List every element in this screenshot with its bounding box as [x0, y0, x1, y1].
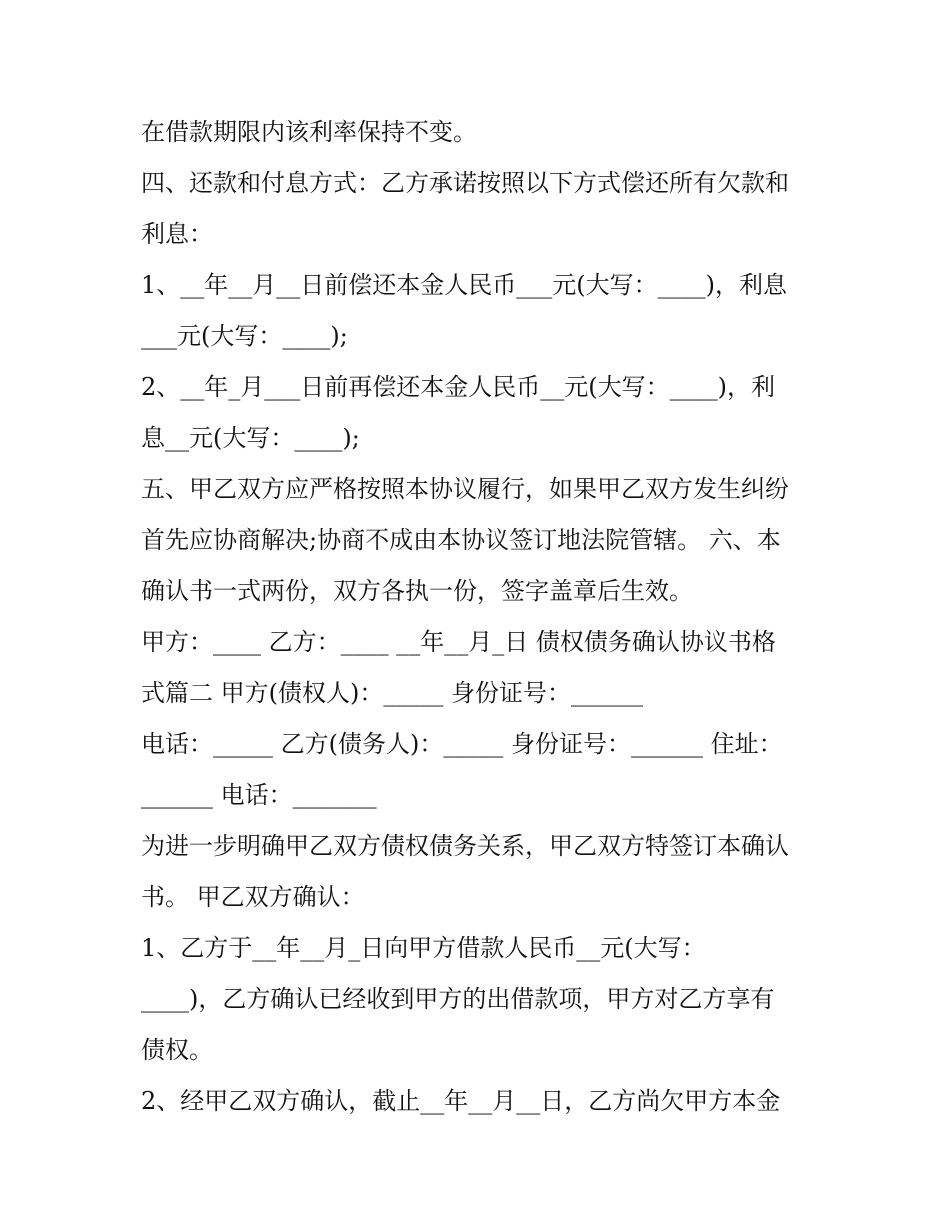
text-line: 书。 甲乙双方确认：: [141, 883, 365, 911]
text-line: 利息：: [141, 220, 213, 248]
text-line: 2、__年_月___日前再偿还本金人民币__元(大写：____)，利: [141, 373, 775, 401]
text-line: 1、乙方于__年__月_日向甲方借款人民币__元(大写：: [141, 934, 706, 962]
text-line: ______ 电话：_______: [141, 781, 377, 809]
text-line: 确认书一式两份，双方各执一份，签字盖章后生效。: [141, 577, 693, 605]
text-line: ___元(大写：____);: [141, 322, 348, 350]
text-line: 电话：_____ 乙方(债务人)：_____ 身份证号：______ 住址：: [141, 730, 783, 758]
text-line: ____)，乙方确认已经收到甲方的出借款项，甲方对乙方享有: [141, 985, 775, 1013]
text-line: 在借款期限内该利率保持不变。: [141, 118, 477, 146]
document-body: [141, 107, 821, 1127]
text-line: 四、还款和付息方式：乙方承诺按照以下方式偿还所有欠款和: [141, 169, 789, 197]
text-line: 式篇二 甲方(债权人)：_____ 身份证号：______: [141, 679, 643, 707]
text-line: 息__元(大写：____);: [141, 424, 360, 452]
text-line: 债权。: [141, 1036, 213, 1064]
text-line: 为进一步明确甲乙双方债权债务关系，甲乙双方特签订本确认: [141, 832, 789, 860]
text-line: 2、经甲乙双方确认，截止__年__月__日，乙方尚欠甲方本金: [141, 1087, 781, 1115]
text-line: 首先应协商解决;协商不成由本协议签订地法院管辖。 六、本: [141, 526, 781, 554]
text-line: 1、__年__月__日前偿还本金人民币___元(大写：____)，利息: [141, 271, 787, 299]
text-line: 五、甲乙双方应严格按照本协议履行，如果甲乙双方发生纠纷: [141, 475, 789, 503]
text-line: 甲方：____ 乙方：____ __年__月_日 债权债务确认协议书格: [141, 628, 776, 656]
